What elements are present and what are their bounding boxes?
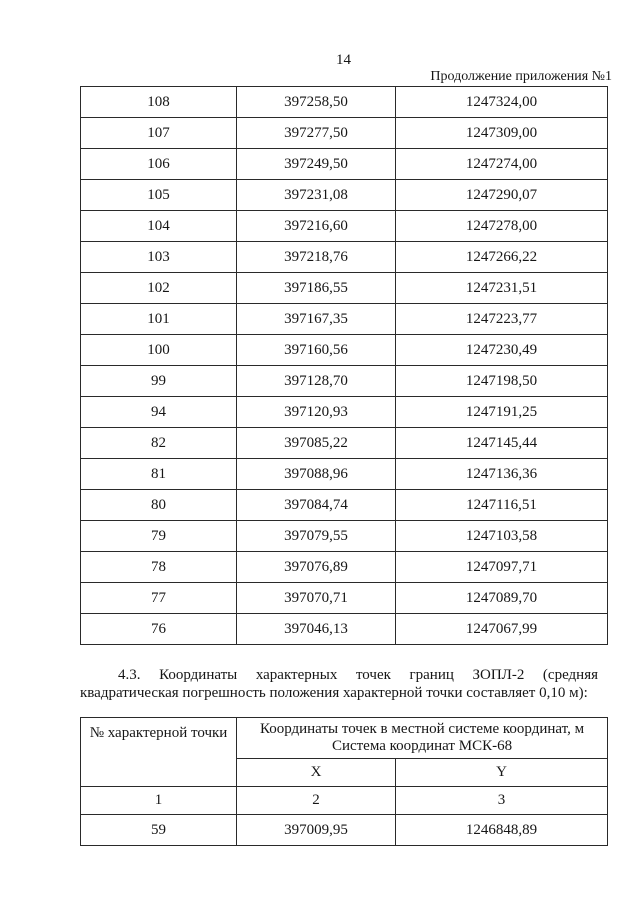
column-number-row: [81, 787, 608, 815]
table-row: [81, 459, 608, 490]
y-coordinate-cell: 1247309,00: [396, 118, 608, 149]
coordinates-header-title: Координаты точек в местной системе координат, м: [259, 721, 585, 737]
table-row: [81, 149, 608, 180]
table-row: [81, 815, 608, 846]
x-coordinate-cell: 397009,95: [237, 815, 396, 846]
point-number-cell: 99: [81, 366, 237, 397]
page-number: 14: [336, 52, 351, 68]
x-coordinate-cell: 397186,55: [237, 273, 396, 304]
point-number-cell: 79: [81, 521, 237, 552]
y-coordinate-cell: 1247145,44: [396, 428, 608, 459]
table-row: [81, 242, 608, 273]
point-number-cell: 81: [81, 459, 237, 490]
table-row: [81, 428, 608, 459]
x-coordinate-cell: 397070,71: [237, 583, 396, 614]
x-coordinate-cell: 397258,50: [237, 87, 396, 118]
y-coordinate-cell: 1247198,50: [396, 366, 608, 397]
x-coordinate-cell: 397084,74: [237, 490, 396, 521]
table-header-row: [81, 718, 608, 759]
point-number-cell: 100: [81, 335, 237, 366]
point-number-cell: 101: [81, 304, 237, 335]
table-row: [81, 211, 608, 242]
section-text: Координаты характерных точек границ ЗОПЛ-2 (средняя: [159, 667, 598, 683]
zopl2-coordinates-table: [80, 717, 608, 846]
table-row: [81, 273, 608, 304]
point-number-cell: 104: [81, 211, 237, 242]
y-coordinate-cell: 1247231,51: [396, 273, 608, 304]
table-row: [81, 118, 608, 149]
y-coordinate-cell: 1247324,00: [396, 87, 608, 118]
coordinates-table: [80, 86, 608, 645]
table-row: [81, 521, 608, 552]
table-row: [81, 490, 608, 521]
point-number-cell: 103: [81, 242, 237, 273]
point-number-cell: 102: [81, 273, 237, 304]
y-coordinate-cell: 1247278,00: [396, 211, 608, 242]
table-row: [81, 335, 608, 366]
x-coordinate-cell: 397160,56: [237, 335, 396, 366]
coordinate-system-label: Система координат МСК-68: [331, 738, 513, 754]
x-coordinate-cell: 397076,89: [237, 552, 396, 583]
point-number-header: № характерной точки: [81, 718, 237, 787]
section-number: 4.3.: [118, 667, 141, 683]
y-coordinate-cell: 1247266,22: [396, 242, 608, 273]
point-number-cell: 105: [81, 180, 237, 211]
column-number-2: 2: [237, 787, 396, 815]
y-coordinate-cell: 1247097,71: [396, 552, 608, 583]
point-number-cell: 108: [81, 87, 237, 118]
x-coordinate-cell: 397249,50: [237, 149, 396, 180]
x-coordinate-cell: 397088,96: [237, 459, 396, 490]
y-coordinate-cell: 1247191,25: [396, 397, 608, 428]
point-number-cell: 78: [81, 552, 237, 583]
y-coordinate-cell: 1247103,58: [396, 521, 608, 552]
y-coordinate-cell: 1247089,70: [396, 583, 608, 614]
y-coordinate-cell: 1247290,07: [396, 180, 608, 211]
y-coordinate-cell: 1247230,49: [396, 335, 608, 366]
x-coordinate-cell: 397218,76: [237, 242, 396, 273]
x-coordinate-cell: 397231,08: [237, 180, 396, 211]
x-coordinate-cell: 397128,70: [237, 366, 396, 397]
column-number-1: 1: [81, 787, 237, 815]
x-coordinate-cell: 397046,13: [237, 614, 396, 645]
point-number-cell: 94: [81, 397, 237, 428]
point-number-cell: 77: [81, 583, 237, 614]
section-text-continued: квадратическая погрешность положения характерной точки составляет 0,10 м):: [80, 685, 588, 701]
table-row: [81, 366, 608, 397]
y-coordinate-cell: 1247223,77: [396, 304, 608, 335]
point-number-cell: 59: [81, 815, 237, 846]
x-coordinate-cell: 397277,50: [237, 118, 396, 149]
point-number-cell: 106: [81, 149, 237, 180]
x-coordinate-cell: 397120,93: [237, 397, 396, 428]
y-coordinate-cell: 1247274,00: [396, 149, 608, 180]
point-number-cell: 107: [81, 118, 237, 149]
coordinates-header: [237, 718, 608, 759]
x-coordinate-cell: 397167,35: [237, 304, 396, 335]
table-row: [81, 552, 608, 583]
point-number-cell: 76: [81, 614, 237, 645]
x-coordinate-cell: 397085,22: [237, 428, 396, 459]
table-row: [81, 180, 608, 211]
table-row: [81, 397, 608, 428]
continuation-label: Продолжение приложения №1: [430, 69, 612, 84]
section-paragraph: [80, 666, 598, 702]
x-coordinate-cell: 397079,55: [237, 521, 396, 552]
y-coordinate-cell: 1247116,51: [396, 490, 608, 521]
table-row: [81, 583, 608, 614]
table-row: [81, 304, 608, 335]
column-number-3: 3: [396, 787, 608, 815]
y-coordinate-cell: 1247136,36: [396, 459, 608, 490]
section-line-1: [118, 666, 598, 684]
y-coordinate-cell: 1247067,99: [396, 614, 608, 645]
y-coordinate-cell: 1246848,89: [396, 815, 608, 846]
y-header: Y: [396, 759, 608, 787]
x-header: X: [237, 759, 396, 787]
table-row: [81, 614, 608, 645]
point-number-cell: 82: [81, 428, 237, 459]
x-coordinate-cell: 397216,60: [237, 211, 396, 242]
point-number-cell: 80: [81, 490, 237, 521]
table-row: [81, 87, 608, 118]
